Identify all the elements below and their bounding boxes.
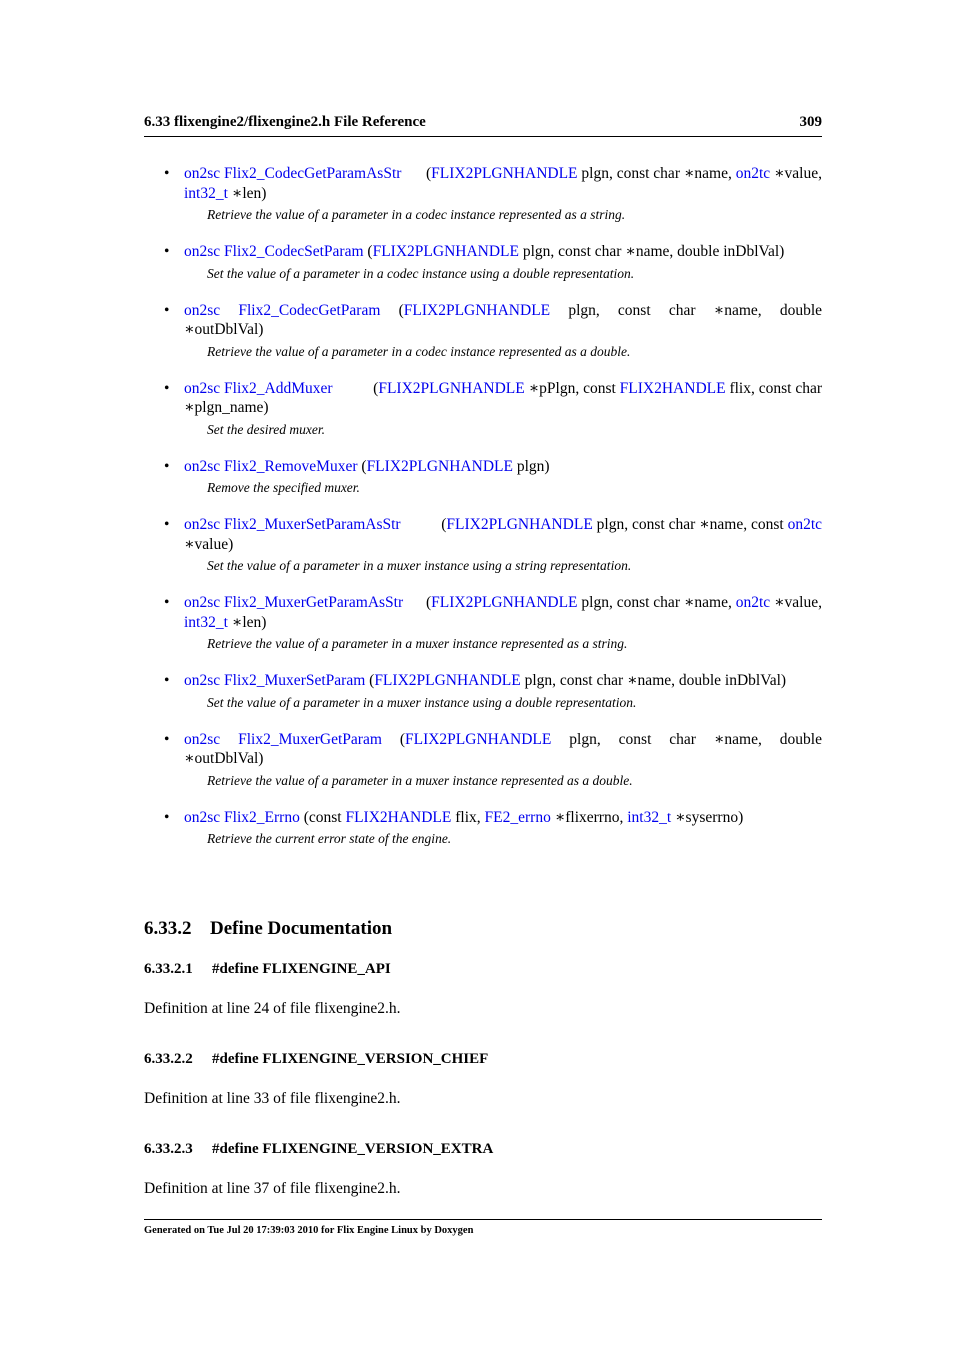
return-type-link[interactable]: on2sc bbox=[184, 672, 221, 689]
bullet: • bbox=[164, 672, 170, 689]
function-item bbox=[164, 242, 822, 283]
signature-line: ∗plgn_name) bbox=[184, 399, 269, 416]
signature-line: on2sc Flix2_CodecGetParam (FLIX2PLGNHANDLE plgn, const char ∗name, double bbox=[184, 301, 822, 319]
function-name-link[interactable]: Flix2_MuxerSetParam bbox=[224, 672, 366, 689]
return-type-link[interactable]: on2sc bbox=[184, 457, 221, 475]
function-name-link[interactable]: Flix2_RemoveMuxer bbox=[224, 457, 358, 475]
function-signature bbox=[184, 164, 822, 203]
signature-line bbox=[184, 515, 822, 535]
signature-head bbox=[184, 593, 403, 613]
type-link[interactable]: FLIX2PLGNHANDLE bbox=[403, 301, 551, 319]
section-number: 6.33.2 bbox=[144, 918, 192, 939]
type-link[interactable]: FLIX2PLGNHANDLE bbox=[431, 594, 578, 611]
define-text: Definition at line 33 of file flixengine2.h. bbox=[144, 1090, 401, 1107]
define-title: #define FLIXENGINE_VERSION_CHIEF bbox=[212, 1051, 489, 1067]
function-item bbox=[164, 671, 822, 712]
type-link[interactable]: FLIX2PLGNHANDLE bbox=[366, 457, 513, 475]
define-number: 6.33.2.3 bbox=[144, 1141, 193, 1157]
define-heading bbox=[144, 1141, 493, 1158]
type-link[interactable]: FLIX2PLGNHANDLE bbox=[431, 165, 578, 182]
signature-args: (FLIX2PLGNHANDLE plgn, const char ∗name, on2tc ∗value, bbox=[425, 594, 822, 611]
function-name-link[interactable]: Flix2_MuxerGetParamAsStr bbox=[224, 594, 404, 611]
type-group: (FLIX2PLGNHANDLE bbox=[399, 730, 552, 748]
function-signature: on2sc Flix2_Errno (const FLIX2HANDLE flix, FE2_errno ∗flixerrno, int32_t ∗syserrno) bbox=[184, 808, 744, 826]
function-item bbox=[164, 593, 822, 653]
type-link[interactable]: int32_t bbox=[184, 613, 228, 631]
function-signature bbox=[184, 593, 822, 632]
signature-line: ∗outDblVal) bbox=[184, 750, 264, 767]
function-description: Set the value of a parameter in a codec instance using a double representation. bbox=[207, 265, 635, 281]
page-footer: Generated on Tue Jul 20 17:39:03 2010 for Flix Engine Linux by Doxygen bbox=[144, 1219, 822, 1236]
define-title: #define FLIXENGINE_API bbox=[212, 961, 391, 977]
define-number: 6.33.2.1 bbox=[144, 961, 193, 977]
type-link[interactable]: on2tc bbox=[735, 165, 771, 182]
type-link[interactable]: FE2_errno bbox=[484, 808, 551, 826]
function-description: Set the desired muxer. bbox=[207, 421, 325, 437]
bullet: • bbox=[164, 379, 170, 397]
bullet: • bbox=[164, 165, 170, 182]
signature-line bbox=[184, 593, 822, 613]
signature-line bbox=[184, 379, 822, 399]
type-link[interactable]: int32_t bbox=[184, 184, 228, 202]
function-name-link[interactable]: Flix2_CodecGetParam bbox=[238, 301, 381, 319]
signature-args: (FLIX2PLGNHANDLE plgn, const char ∗name, on2tc ∗value, bbox=[425, 165, 822, 182]
define-heading bbox=[144, 961, 391, 978]
return-type-link[interactable]: on2sc bbox=[184, 243, 221, 260]
signature-head bbox=[184, 515, 401, 535]
function-description: Remove the specified muxer. bbox=[207, 480, 360, 495]
signature-head bbox=[184, 379, 333, 399]
section-title: Define Documentation bbox=[210, 918, 393, 939]
function-description: Retrieve the value of a parameter in a codec instance represented as a double. bbox=[207, 343, 631, 359]
function-name-link[interactable]: Flix2_MuxerSetParamAsStr bbox=[224, 516, 401, 533]
type-link[interactable]: int32_t bbox=[627, 808, 672, 826]
header-title: 6.33 flixengine2/flixengine2.h File Reference bbox=[144, 114, 426, 130]
type-link[interactable]: FLIX2PLGNHANDLE bbox=[374, 672, 521, 689]
function-item bbox=[164, 457, 822, 498]
function-signature: on2sc Flix2_CodecSetParam (FLIX2PLGNHANDLE plgn, const char ∗name, double inDblVal) bbox=[184, 243, 785, 260]
function-name-link[interactable]: Flix2_Errno bbox=[224, 808, 300, 826]
function-description: Retrieve the value of a parameter in a muxer instance represented as a double. bbox=[207, 772, 633, 788]
function-signature: on2sc Flix2_RemoveMuxer (FLIX2PLGNHANDLE plgn) bbox=[184, 457, 550, 475]
page-number: 309 bbox=[799, 114, 822, 130]
function-description: Retrieve the current error state of the engine. bbox=[207, 831, 452, 846]
function-item bbox=[164, 730, 822, 790]
bullet: • bbox=[164, 243, 170, 260]
return-type-link[interactable]: on2sc bbox=[184, 165, 221, 182]
signature-args: (FLIX2PLGNHANDLE ∗pPlgn, const FLIX2HANDLE flix, const char bbox=[373, 379, 822, 397]
function-name-link[interactable]: Flix2_CodecSetParam bbox=[224, 243, 364, 260]
type-link[interactable]: FLIX2HANDLE bbox=[619, 379, 726, 397]
page-header bbox=[144, 114, 822, 137]
signature-line: int32_t ∗len) bbox=[184, 613, 267, 631]
bullet: • bbox=[164, 808, 170, 826]
function-name-link[interactable]: Flix2_AddMuxer bbox=[224, 379, 333, 397]
return-type-link[interactable]: on2sc bbox=[184, 516, 221, 533]
signature-line: ∗outDblVal) bbox=[184, 321, 264, 338]
bullet: • bbox=[164, 594, 170, 611]
bullet: • bbox=[164, 457, 170, 475]
return-type-link[interactable]: on2sc bbox=[184, 379, 221, 397]
bullet: • bbox=[164, 516, 170, 533]
function-item bbox=[164, 515, 822, 575]
define-number: 6.33.2.2 bbox=[144, 1051, 193, 1067]
bullet: • bbox=[164, 301, 170, 319]
define-title: #define FLIXENGINE_VERSION_EXTRA bbox=[212, 1141, 494, 1157]
signature-args: (FLIX2PLGNHANDLE plgn, const char ∗name, const on2tc bbox=[441, 516, 822, 533]
type-link[interactable]: FLIX2PLGNHANDLE bbox=[404, 730, 552, 748]
function-description: Retrieve the value of a parameter in a codec instance represented as a string. bbox=[207, 207, 626, 222]
function-signature bbox=[184, 301, 822, 340]
function-name-link[interactable]: Flix2_CodecGetParamAsStr bbox=[224, 165, 402, 182]
define-heading bbox=[144, 1051, 488, 1068]
section-heading bbox=[144, 918, 392, 940]
function-item bbox=[164, 301, 822, 361]
function-item bbox=[164, 808, 822, 849]
function-item bbox=[164, 379, 822, 439]
return-type-link[interactable]: on2sc bbox=[184, 594, 221, 611]
type-link[interactable]: FLIX2PLGNHANDLE bbox=[378, 379, 525, 397]
function-description: Retrieve the value of a parameter in a muxer instance represented as a string. bbox=[207, 636, 628, 651]
signature-line: on2sc Flix2_MuxerGetParam (FLIX2PLGNHANDLE plgn, const char ∗name, double bbox=[184, 730, 822, 748]
signature-line bbox=[184, 164, 822, 184]
function-description: Set the value of a parameter in a muxer instance using a string representation. bbox=[207, 558, 632, 573]
define-text: Definition at line 24 of file flixengine2.h. bbox=[144, 1000, 401, 1017]
function-signature: on2sc Flix2_MuxerSetParam (FLIX2PLGNHANDLE plgn, const char ∗name, double inDblVal) bbox=[184, 672, 787, 689]
return-type-link[interactable]: on2sc bbox=[184, 808, 221, 826]
signature-head bbox=[184, 164, 401, 184]
type-link[interactable]: FLIX2PLGNHANDLE bbox=[446, 516, 593, 533]
function-list bbox=[164, 164, 822, 866]
type-link[interactable]: on2tc bbox=[787, 516, 822, 533]
type-link[interactable]: FLIX2PLGNHANDLE bbox=[372, 243, 519, 260]
type-link[interactable]: on2tc bbox=[735, 594, 771, 611]
function-signature bbox=[184, 515, 822, 554]
function-description: Set the value of a parameter in a muxer instance using a double representation. bbox=[207, 694, 637, 710]
function-item bbox=[164, 164, 822, 224]
function-signature bbox=[184, 730, 822, 769]
bullet: • bbox=[164, 730, 170, 748]
function-name-link[interactable]: Flix2_MuxerGetParam bbox=[238, 730, 382, 748]
type-link[interactable]: FLIX2HANDLE bbox=[345, 808, 452, 826]
define-text: Definition at line 37 of file flixengine2.h. bbox=[144, 1180, 401, 1197]
signature-line: ∗value) bbox=[184, 535, 234, 553]
type-group: (FLIX2PLGNHANDLE bbox=[398, 301, 551, 319]
signature-line: int32_t ∗len) bbox=[184, 184, 267, 202]
function-signature bbox=[184, 379, 822, 418]
return-type-link[interactable]: on2sc bbox=[184, 730, 221, 748]
return-type-link[interactable]: on2sc bbox=[184, 301, 221, 319]
